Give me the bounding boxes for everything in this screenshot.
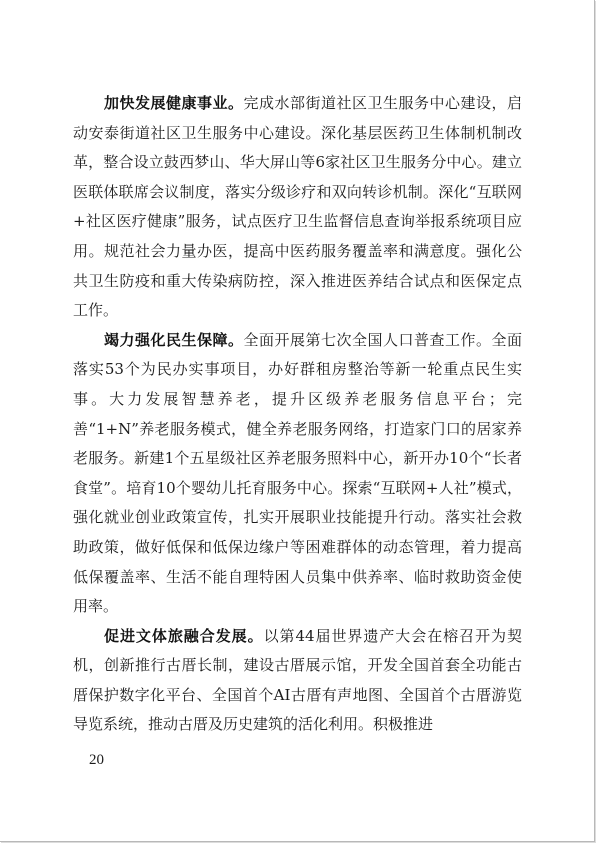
page-number: 20: [89, 752, 104, 768]
document-body: [73, 89, 522, 740]
paragraph-heading: 加快发展健康事业。: [104, 94, 244, 112]
paragraph-heading: 促进文体旅融合发展。: [104, 626, 264, 645]
paragraph-text: 以第44届世界遗产大会在榕召开为契机，创新推行古厝长制，建设古厝展示馆，开发全国首套全功能古厝保护数字化平台、全国首个AI古厝有声地图、全国首个古厝游览导览系统，推动古厝及历史建筑的活化利用。积极推进: [73, 626, 522, 734]
paragraph-heading: 竭力强化民生保障。: [104, 330, 244, 349]
paragraph-culture-tourism: [73, 622, 522, 740]
paragraph-text: 全面开展第七次全国人口普查工作。全面落实53个为民办实事项目，办好群租房整治等新一轮重点民生实事。大力发展智慧养老，提升区级养老服务信息平台；完善“1+N”养老服务模式，健全养老服务网络，打造家门口的居家养老服务。新建1个五星级社区养老服务照料中心，新开办10个“长者食堂”。培育10个婴幼儿托育服务中心。探索“互联网+人社”模式，强化就业创业政策宣传，扎实开展职业技能提升行动。落实社会救助政策，做好低保和低保边缘户等困难群体的动态管理，着力提高低保覆盖率、生活不能自理特困人员集中供养率、临时救助资金使用率。: [73, 330, 522, 616]
paragraph-livelihood: [73, 326, 522, 622]
paragraph-health: [73, 89, 522, 326]
paragraph-text: 完成水部街道社区卫生服务中心建设，启动安泰街道社区卫生服务中心建设。深化基层医药卫生体制机制改革，整合设立鼓西梦山、华大屏山等6家社区卫生服务分中心。建立医联体联席会议制度，落实分级诊疗和双向转诊机制。深化“互联网+社区医疗健康”服务，试点医疗卫生监督信息查询举报系统项目应用。规范社会力量办医，提高中医药服务覆盖率和满意度。强化公共卫生防疫和重大传染病防控，深入推进医养结合试点和医保定点工作。: [73, 94, 522, 320]
